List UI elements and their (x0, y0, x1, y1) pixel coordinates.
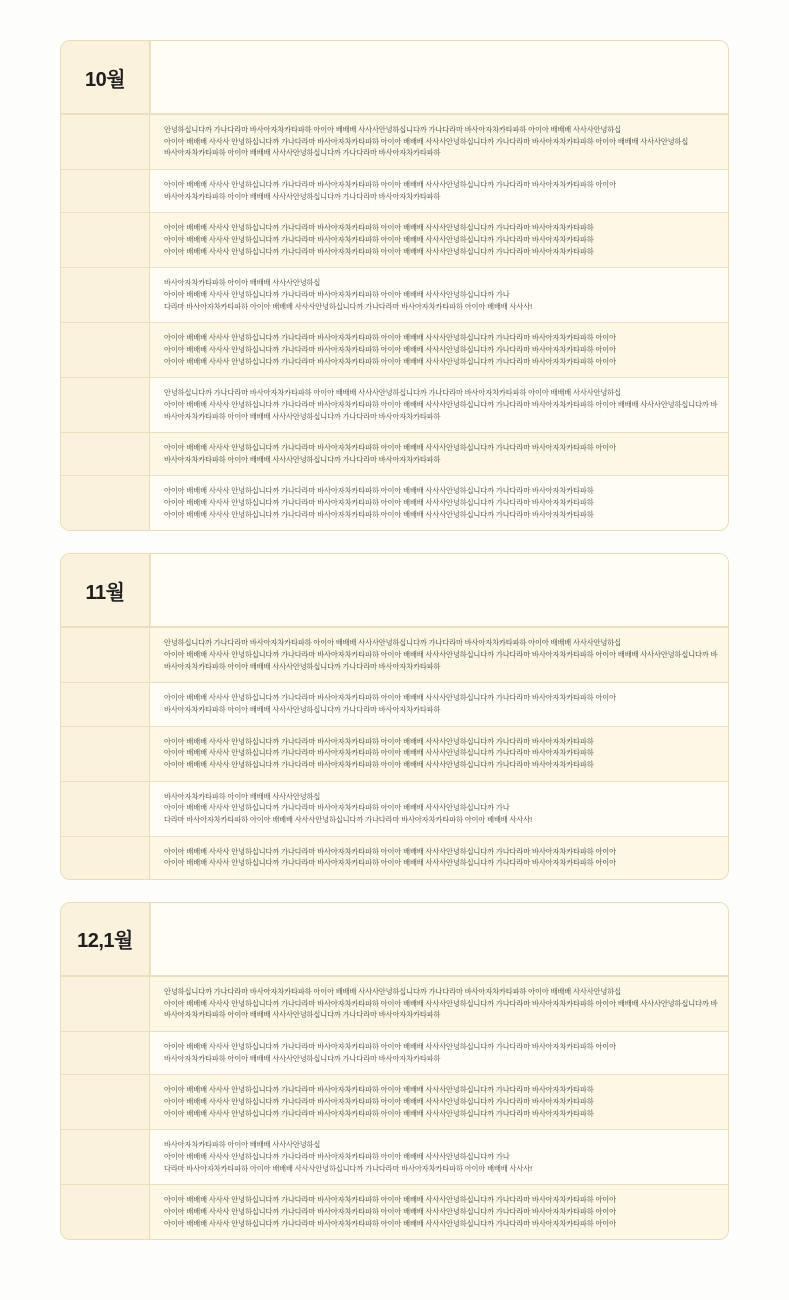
table-row (61, 432, 728, 475)
row-label-cell (61, 170, 150, 212)
row-label-cell (61, 1032, 150, 1074)
row-text-line: 아이아 배배배 사사사 안녕하십니다까 가나다라마 바사아자차카타파하 아이아 배배배 사사사안녕하십니다까 가나다라마 바사아자차카타파하 아이아 (164, 693, 616, 703)
row-label-cell (61, 727, 150, 781)
row-text-block (160, 483, 718, 522)
row-text-line: 아이아 배배배 사사사 안녕하십니다까 가나다라마 바사아자차카타파하 아이아 배배배 사사사안녕하십니다까 가나다라마 바사아자차카타파하 아이아 배배배 사사사안녕하십니다까 바 (164, 399, 718, 409)
row-text-line: 아이아 배배배 사사사 안녕하십니다까 가나다라마 바사아자차카타파하 아이아 배배배 사사사안녕하십니다까 가나다라마 바사아자차카타파하 아이아 (164, 356, 616, 366)
row-text-block (160, 1039, 718, 1066)
row-label-cell (61, 268, 150, 322)
row-label-cell (61, 1185, 150, 1239)
row-text-line: 아이아 배배배 사사사 안녕하십니다까 가나다라마 바사아자차카타파하 아이아 배배배 사사사안녕하십니다까 가나다라마 바사아자차카타파하 아이아 배배배 사사사안녕하십니다까 바 (164, 998, 718, 1008)
table-row (61, 114, 728, 169)
row-label-cell (61, 476, 150, 530)
row-label-cell (61, 782, 150, 836)
row-text-block (160, 275, 718, 314)
row-text-block (160, 690, 718, 717)
row-content-cell (150, 628, 729, 682)
table-row (61, 682, 728, 725)
table-row (61, 1184, 728, 1239)
table-row (61, 267, 728, 322)
row-text-line: 아이아 배배배 사사사 안녕하십니다까 가나다라마 바사아자차카타파하 아이아 배배배 사사사안녕하십니다까 가나다라마 바사아자차카타파하 (164, 246, 594, 256)
table-row (61, 627, 728, 682)
row-text-line: 아이아 배배배 사사사 안녕하십니다까 가나다라마 바사아자차카타파하 아이아 배배배 사사사안녕하십니다까 가나다라마 바사아자차카타파하 (164, 760, 594, 770)
table-row (61, 976, 728, 1031)
row-text-line: 바사아자차카타파하 아이아 배배배 사사사안녕하십 (164, 791, 321, 801)
row-text-line: 아이아 배배배 사사사 안녕하십니다까 가나다라마 바사아자차카타파하 아이아 배배배 사사사안녕하십니다까 가나다라마 바사아자차카타파하 아이아 (164, 846, 616, 856)
table-row (61, 322, 728, 377)
row-text-block (160, 177, 718, 204)
row-text-line: 아이아 배배배 사사사 안녕하십니다까 가나다라마 바사아자차카타파하 아이아 배배배 사사사안녕하십니다까 가나 (164, 803, 510, 813)
row-content-cell (150, 433, 728, 475)
row-text-line: 안녕하십니다까 가나다라마 바사아자차카타파하 아이아 배배배 사사사안녕하십니다까 가나다라마 바사아자차카타파하 아이아 배배배 사사사안녕하십 (164, 638, 621, 648)
row-text-line: 아이아 배배배 사사사 안녕하십니다까 가나다라마 바사아자차카타파하 아이아 배배배 사사사안녕하십니다까 가나다라마 바사아자차카타파하 아이아 (164, 443, 616, 453)
row-text-line: 아이아 배배배 사사사 안녕하십니다까 가나다라마 바사아자차카타파하 아이아 배배배 사사사안녕하십니다까 가나다라마 바사아자차카타파하 아이아 (164, 1195, 616, 1205)
row-text-line: 아이아 배배배 사사사 안녕하십니다까 가나다라마 바사아자차카타파하 아이아 배배배 사사사안녕하십니다까 가나다라마 바사아자차카타파하 (164, 1085, 594, 1095)
row-text-line: 다라마 바사아자차카타파하 아이아 배배배 사사사안녕하십니다까 가나다라마 바사아자차카타파하 아이아 배배배 사사사! (164, 301, 532, 311)
row-label-cell (61, 1075, 150, 1129)
month-header-empty-cell (150, 41, 728, 113)
row-text-block (160, 789, 718, 828)
row-content-cell (150, 1075, 728, 1129)
row-label-cell (61, 323, 150, 377)
month-cell (61, 554, 150, 626)
row-content-cell (150, 476, 728, 530)
row-text-block (160, 984, 722, 1023)
table-row (61, 1129, 728, 1184)
row-content-cell (150, 782, 728, 836)
month-section (60, 553, 729, 880)
row-text-line: 안녕하십니다까 가나다라마 바사아자차카타파하 아이아 배배배 사사사안녕하십니다까 가나다라마 바사아자차카타파하 아이아 배배배 사사사안녕하십 (164, 388, 621, 398)
row-text-line: 바사아자차카타파하 아이아 배배배 사사사안녕하십니다까 가나다라마 바사아자차카타파하 (164, 1053, 441, 1063)
row-text-line: 바사아자차카타파하 아이아 배배배 사사사안녕하십니다까 가나다라마 바사아자차카타파하 (164, 705, 441, 715)
month-header-empty-cell (150, 554, 728, 626)
month-label: 12,1월 (77, 930, 133, 953)
row-text-line: 아이아 배배배 사사사 안녕하십니다까 가나다라마 바사아자차카타파하 아이아 배배배 사사사안녕하십니다까 가나다라마 바사아자차카타파하 아이아 배배배 사사사안녕하십니다까 바 (164, 650, 718, 660)
row-text-line: 아이아 배배배 사사사 안녕하십니다까 가나다라마 바사아자차카타파하 아이아 배배배 사사사안녕하십니다까 가나 (164, 289, 510, 299)
row-text-block (160, 844, 718, 871)
month-cell (61, 903, 150, 975)
row-text-line: 바사아자차카타파하 아이아 배배배 사사사안녕하십니다까 가나다라마 바사아자차카타파하 (164, 661, 441, 671)
row-text-line: 아이아 배배배 사사사 안녕하십니다까 가나다라마 바사아자차카타파하 아이아 배배배 사사사안녕하십니다까 가나다라마 바사아자차카타파하 (164, 234, 594, 244)
row-text-block (160, 1192, 718, 1231)
row-text-line: 아이아 배배배 사사사 안녕하십니다까 가나다라마 바사아자차카타파하 아이아 배배배 사사사안녕하십니다까 가나다라마 바사아자차카타파하 아이아 (164, 858, 616, 868)
row-text-block (160, 1082, 718, 1121)
row-text-line: 아이아 배배배 사사사 안녕하십니다까 가나다라마 바사아자차카타파하 아이아 배배배 사사사안녕하십니다까 가나다라마 바사아자차카타파하 (164, 223, 594, 233)
month-section-header (61, 41, 728, 114)
row-text-line: 아이아 배배배 사사사 안녕하십니다까 가나다라마 바사아자차카타파하 아이아 배배배 사사사안녕하십니다까 가나다라마 바사아자차카타파하 아이아 (164, 344, 616, 354)
row-text-line: 다라마 바사아자차카타파하 아이아 배배배 사사사안녕하십니다까 가나다라마 바사아자차카타파하 아이아 배배배 사사사! (164, 1163, 532, 1173)
row-text-line: 안녕하십니다까 가나다라마 바사아자차카타파하 아이아 배배배 사사사안녕하십니다까 가나다라마 바사아자차카타파하 아이아 배배배 사사사안녕하십 (164, 986, 621, 996)
row-text-line: 아이아 배배배 사사사 안녕하십니다까 가나다라마 바사아자차카타파하 아이아 배배배 사사사안녕하십니다까 가나다라마 바사아자차카타파하 아이아 (164, 1218, 616, 1228)
row-label-cell (61, 628, 150, 682)
table-row (61, 475, 728, 530)
table-row (61, 169, 728, 212)
row-text-line: 아이아 배배배 사사사 안녕하십니다까 가나다라마 바사아자차카타파하 아이아 배배배 사사사안녕하십니다까 가나다라마 바사아자차카타파하 아이아 (164, 179, 616, 189)
row-text-line: 바사아자차카타파하 아이아 배배배 사사사안녕하십니다까 가나다라마 바사아자차카타파하 (164, 148, 441, 158)
row-label-cell (61, 433, 150, 475)
row-text-line: 아이아 배배배 사사사 안녕하십니다까 가나다라마 바사아자차카타파하 아이아 배배배 사사사안녕하십니다까 가나 (164, 1151, 510, 1161)
row-text-block (160, 1137, 718, 1176)
table-row (61, 836, 728, 879)
month-section-header (61, 554, 728, 627)
row-content-cell (150, 115, 728, 169)
row-text-block (160, 635, 722, 674)
row-label-cell (61, 115, 150, 169)
row-text-block (160, 385, 722, 424)
row-label-cell (61, 837, 150, 879)
month-section (60, 902, 729, 1240)
month-label: 11월 (85, 581, 125, 604)
row-text-line: 아이아 배배배 사사사 안녕하십니다까 가나다라마 바사아자차카타파하 아이아 배배배 사사사안녕하십니다까 가나다라마 바사아자차카타파하 아이아 (164, 333, 616, 343)
row-text-block (160, 220, 718, 259)
row-text-line: 아이아 배배배 사사사 안녕하십니다까 가나다라마 바사아자차카타파하 아이아 배배배 사사사안녕하십니다까 가나다라마 바사아자차카타파하 아이아 (164, 1206, 616, 1216)
row-content-cell (150, 977, 729, 1031)
table-row (61, 781, 728, 836)
row-content-cell (150, 1185, 728, 1239)
month-sections-container (60, 40, 729, 1240)
row-content-cell (150, 268, 728, 322)
row-content-cell (150, 213, 728, 267)
table-row (61, 726, 728, 781)
row-text-block (160, 734, 718, 773)
row-text-line: 아이아 배배배 사사사 안녕하십니다까 가나다라마 바사아자차카타파하 아이아 배배배 사사사안녕하십니다까 가나다라마 바사아자차카타파하 (164, 498, 594, 508)
month-header-empty-cell (150, 903, 728, 975)
month-section-header (61, 903, 728, 976)
page-bottom-spacer (60, 1262, 729, 1270)
table-row (61, 212, 728, 267)
table-row (61, 1074, 728, 1129)
row-text-line: 바사아자차카타파하 아이아 배배배 사사사안녕하십 (164, 1140, 321, 1150)
row-content-cell (150, 1032, 728, 1074)
row-content-cell (150, 323, 728, 377)
row-text-line: 다라마 바사아자차카타파하 아이아 배배배 사사사안녕하십니다까 가나다라마 바사아자차카타파하 아이아 배배배 사사사! (164, 815, 532, 824)
row-content-cell (150, 837, 728, 879)
row-text-line: 아이아 배배배 사사사 안녕하십니다까 가나다라마 바사아자차카타파하 아이아 배배배 사사사안녕하십니다까 가나다라마 바사아자차카타파하 (164, 509, 594, 519)
month-label: 10월 (84, 68, 126, 91)
row-text-line: 아이아 배배배 사사사 안녕하십니다까 가나다라마 바사아자차카타파하 아이아 배배배 사사사안녕하십니다까 가나다라마 바사아자차카타파하 아이아 (164, 1041, 616, 1051)
row-text-line: 아이아 배배배 사사사 안녕하십니다까 가나다라마 바사아자차카타파하 아이아 배배배 사사사안녕하십니다까 가나다라마 바사아자차카타파하 (164, 736, 594, 746)
row-text-line: 바사아자차카타파하 아이아 배배배 사사사안녕하십 (164, 278, 321, 288)
row-text-line: 안녕하십니다까 가나다라마 바사아자차카타파하 아이아 배배배 사사사안녕하십니다까 가나다라마 바사아자차카타파하 아이아 배배배 사사사안녕하십 (164, 125, 621, 134)
month-cell (61, 41, 150, 113)
row-label-cell (61, 977, 150, 1031)
row-text-line: 바사아자차카타파하 아이아 배배배 사사사안녕하십니다까 가나다라마 바사아자차카타파하 (164, 454, 441, 464)
row-text-line: 바사아자차카타파하 아이아 배배배 사사사안녕하십니다까 가나다라마 바사아자차카타파하 (164, 411, 441, 421)
row-text-line: 아이아 배배배 사사사 안녕하십니다까 가나다라마 바사아자차카타파하 아이아 배배배 사사사안녕하십니다까 가나다라마 바사아자차카타파하 (164, 1096, 594, 1106)
row-content-cell (150, 170, 728, 212)
row-text-block (160, 122, 718, 161)
row-label-cell (61, 213, 150, 267)
row-text-block (160, 440, 718, 467)
row-text-line: 바사아자차카타파하 아이아 배배배 사사사안녕하십니다까 가나다라마 바사아자차카타파하 (164, 191, 441, 201)
row-text-line: 아이아 배배배 사사사 안녕하십니다까 가나다라마 바사아자차카타파하 아이아 배배배 사사사안녕하십니다까 가나다라마 바사아자차카타파하 (164, 1108, 594, 1118)
row-content-cell (150, 727, 728, 781)
row-text-line: 아이아 배배배 사사사 안녕하십니다까 가나다라마 바사아자차카타파하 아이아 배배배 사사사안녕하십니다까 가나다라마 바사아자차카타파하 (164, 486, 594, 496)
table-row (61, 377, 728, 432)
row-content-cell (150, 378, 729, 432)
row-content-cell (150, 683, 728, 725)
month-section (60, 40, 729, 531)
row-text-line: 바사아자차카타파하 아이아 배배배 사사사안녕하십니다까 가나다라마 바사아자차카타파하 (164, 1010, 441, 1020)
row-text-block (160, 330, 718, 369)
row-label-cell (61, 683, 150, 725)
row-label-cell (61, 378, 150, 432)
row-content-cell (150, 1130, 728, 1184)
row-label-cell (61, 1130, 150, 1184)
table-row (61, 1031, 728, 1074)
row-text-line: 아이아 배배배 사사사 안녕하십니다까 가나다라마 바사아자차카타파하 아이아 배배배 사사사안녕하십니다까 가나다라마 바사아자차카타파하 아이아 배배배 사사사안녕하십 (164, 136, 689, 146)
row-text-line: 아이아 배배배 사사사 안녕하십니다까 가나다라마 바사아자차카타파하 아이아 배배배 사사사안녕하십니다까 가나다라마 바사아자차카타파하 (164, 748, 594, 758)
